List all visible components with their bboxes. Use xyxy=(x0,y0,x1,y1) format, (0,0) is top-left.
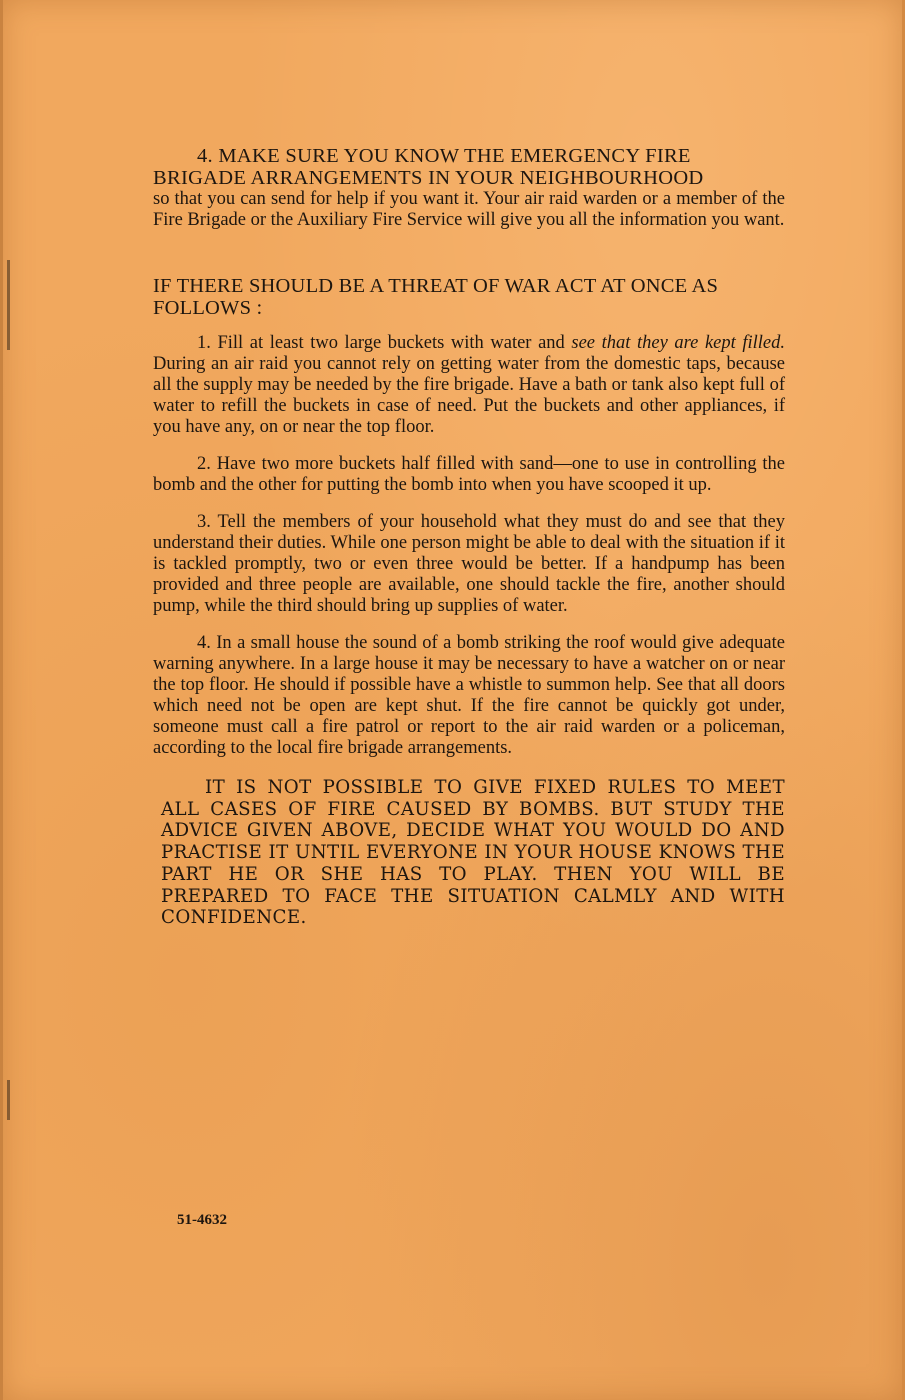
heading-line-1: 4. MAKE SURE YOU KNOW THE EMERGENCY FIRE xyxy=(197,145,691,167)
section-body: so that you can send for help if you want it. Your air raid warden or a member of the Fire Brigade or the Auxiliary Fire Service will give you all the information you want. xyxy=(153,189,785,230)
warning-notice: IT IS NOT POSSIBLE TO GIVE FIXED RULES TO MEET ALL CASES OF FIRE CAUSED BY BOMBS. BUT STUDY THE ADVICE GIVEN ABOVE, DECIDE WHAT YOU WOULD DO AND PRACTISE IT UNTIL EVERYONE IN YOUR HOUSE KNOWS THE PART HE OR SHE HAS TO PLAY. THEN YOU WILL BE PREPARED TO FACE THE SITUATION CALMLY AND WITH CONFIDENCE. xyxy=(161,777,785,929)
instruction-item-2: 2. Have two more buckets half filled with sand—one to use in controlling the bomb and the other for putting the bomb into when you have scooped it up. xyxy=(153,454,785,495)
leaflet-content xyxy=(153,145,785,947)
print-code: 51-4632 xyxy=(177,1212,227,1228)
heading-line-2: BRIGADE ARRANGEMENTS IN YOUR NEIGHBOURHOOD xyxy=(153,167,704,189)
instruction-item-1 xyxy=(153,333,785,438)
item-1-emphasis: see that they are kept filled. xyxy=(571,333,785,353)
item-1-text: 1. Fill at least two large buckets with water and xyxy=(197,333,572,353)
section-heading: IF THERE SHOULD BE A THREAT OF WAR ACT AT ONCE AS FOLLOWS : xyxy=(153,275,719,319)
instruction-item-3: 3. Tell the members of your household what they must do and see that they understand their duties. While one person might be able to deal with the situation if it is tackled promptly, two or even three would be better. If a handpump has been provided and three people are available, one should tackle the fire, another should pump, while the third should bring up supplies of water. xyxy=(153,512,785,616)
instruction-item-4: 4. In a small house the sound of a bomb striking the roof would give adequate warning anywhere. In a large house it may be necessary to have a watcher on or near the top floor. He should if possible have a whistle to summon help. See that all doors which need not be open are kept shut. If the fire cannot be quickly got under, someone must call a fire patrol or report to the air raid warden or a policeman, according to the local fire brigade arrangements. xyxy=(153,633,785,758)
section-threat-of-war xyxy=(153,275,785,759)
item-1-text-rest: During an air raid you cannot rely on getting water from the domestic taps, because all the supply may be needed by the fire brigade. Have a bath or tank also kept full of water to refill the buckets in case of need. Put the buckets and other appliances, if you have any, on or near the top floor. xyxy=(153,354,785,437)
page-edge-mark xyxy=(7,1080,10,1120)
page-edge-mark xyxy=(7,260,10,350)
section-emergency-arrangements xyxy=(153,145,785,231)
section-heading xyxy=(153,145,785,189)
